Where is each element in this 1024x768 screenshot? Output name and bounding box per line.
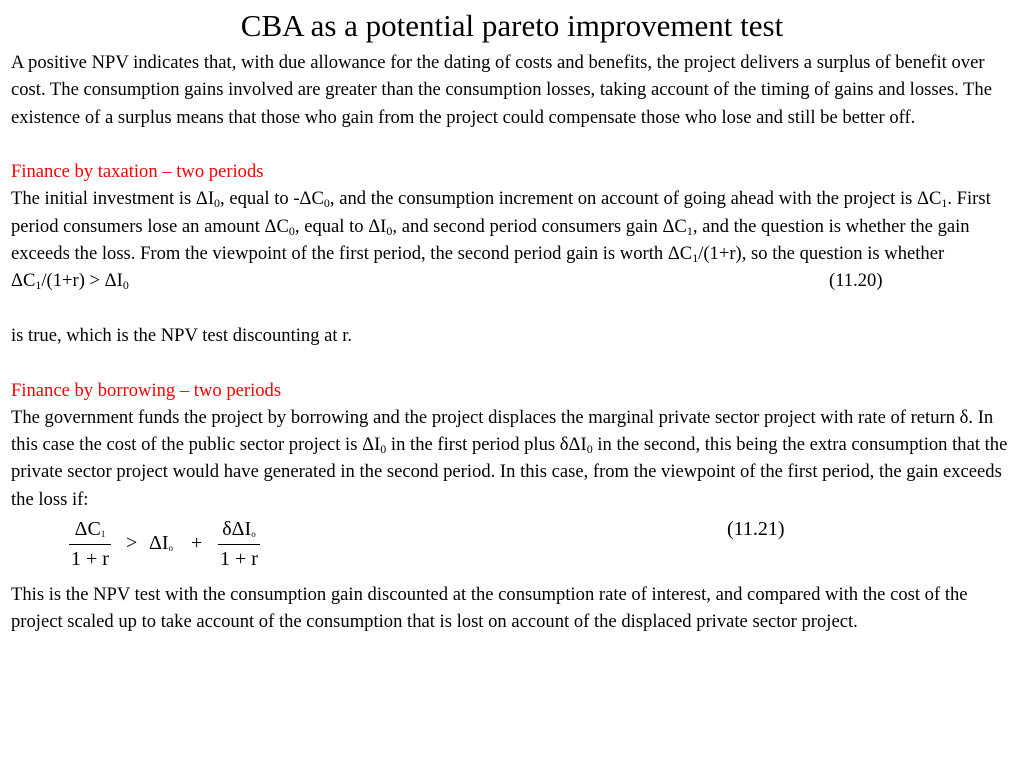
greater-than-sign: > (126, 532, 138, 555)
subscript: 0 (122, 278, 129, 293)
fraction-right (218, 517, 260, 571)
text-run: /(1+r) > ΔI (41, 270, 123, 292)
text-run: , and the question is whether the gain exceeds the loss. From the viewpoint of the first period, the second period gain is worth ΔC (11, 215, 970, 265)
fraction-numerator (73, 517, 108, 541)
spacer (11, 349, 1011, 376)
borrowing-paragraph (11, 404, 1011, 513)
spacer (11, 131, 1011, 158)
closing-paragraph: This is the NPV test with the consumption gain discounted at the consumption rate of interest, and compared with the cost of the project scaled up to take account of the consumption that is lost on account of the displaced private sector project. (11, 584, 968, 633)
text-run: in the first period plus δΔI (386, 434, 587, 456)
slide-body (11, 49, 1011, 636)
fraction-bar (69, 544, 111, 545)
equation-number: (11.21) (727, 518, 785, 541)
subscript: 1 (35, 278, 42, 293)
subscript: 0 (380, 442, 387, 457)
subscript: 1 (686, 223, 693, 238)
spacer (11, 295, 1011, 322)
text-run: , equal to -ΔC (220, 188, 324, 210)
text-run: in the second, this being the extra consumption that the private sector project would have generated in the second period. In this case, from the viewpoint of the first period, the gain exceeds the loss if: (11, 434, 1008, 510)
delta-i-term (149, 531, 173, 560)
equation-11-21 (11, 517, 1011, 575)
fraction-denominator: 1 + r (71, 548, 109, 571)
text-run: ΔI (149, 532, 169, 555)
subscript: o (168, 543, 174, 554)
text-run: . First period consumers lose an amount ΔC (11, 188, 991, 237)
section-heading-taxation: Finance by taxation – two periods (11, 161, 264, 183)
subscript: 0 (288, 223, 295, 238)
subscript: 1 (100, 529, 106, 540)
fraction-denominator: 1 + r (220, 548, 258, 571)
text-run: , and the consumption increment on account of going ahead with the project is ΔC (329, 188, 942, 210)
fraction-numerator (220, 517, 257, 541)
intro-paragraph: A positive NPV indicates that, with due allowance for the dating of costs and benefits, the project delivers a surplus of benefit over cost. The consumption gains involved are greater than the consumption losses, taking account of the timing of gains and losses. The existence of a surplus means that those who gain from the project could compensate those who lose and still be better off. (11, 52, 992, 128)
section-heading-borrowing: Finance by borrowing – two periods (11, 379, 282, 401)
taxation-paragraph (11, 185, 1011, 267)
subscript: 0 (586, 442, 593, 457)
subscript: 1 (941, 196, 948, 211)
text-run: δΔI (222, 518, 252, 541)
subscript: 0 (386, 223, 393, 238)
text-run: ΔC (11, 270, 36, 292)
slide-title: CBA as a potential pareto improvement test (240, 8, 784, 43)
text-run: /(1+r), so the question is whether (698, 243, 945, 265)
equation-11-20 (11, 267, 1011, 294)
plus-sign: + (191, 532, 203, 555)
text-run: , equal to ΔI (294, 215, 387, 237)
text-run: The initial investment is ΔI (11, 188, 215, 210)
text-run: The government funds the project by borrowing and the project displaces the marginal private sector project with rate of return δ. In this case the cost of the public sector project is ΔI (11, 406, 994, 456)
equation-number: (11.20) (829, 270, 883, 292)
fraction-left (69, 517, 111, 571)
npv-conclusion: is true, which is the NPV test discounting at r. (11, 324, 353, 346)
text-run: ΔC (74, 518, 101, 541)
subscript: 0 (323, 196, 330, 211)
subscript: 1 (692, 251, 699, 266)
fraction-bar (218, 544, 260, 545)
subscript: o (251, 529, 256, 540)
subscript: 0 (214, 196, 221, 211)
text-run: , and second period consumers gain ΔC (392, 215, 687, 237)
